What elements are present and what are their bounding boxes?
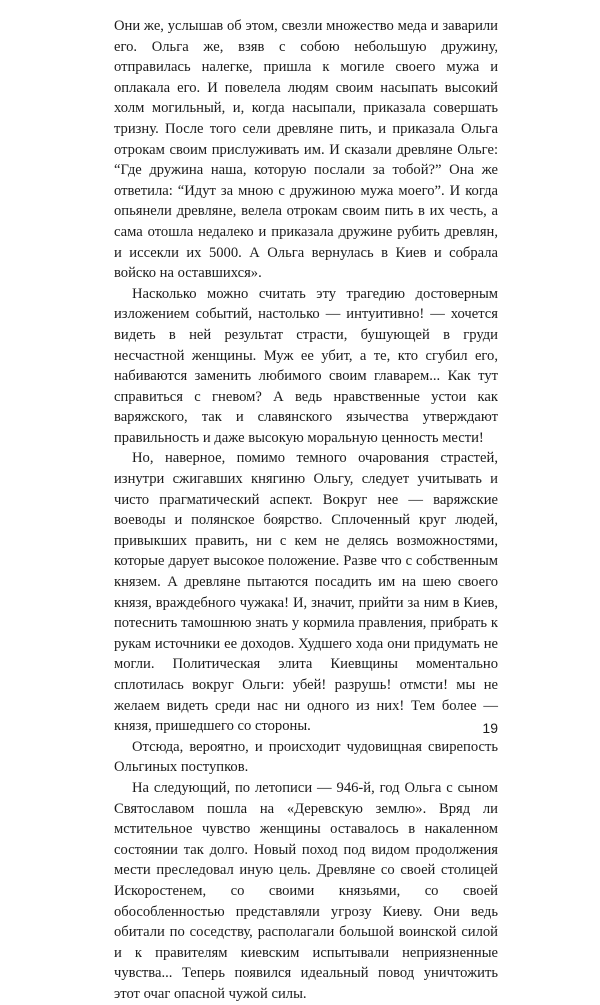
paragraph-5: На следующий, по летописи — 946-й, год Ольга с сыном Святославом пошла на «Деревскую землю». Вряд ли мстительное чувство женщины оставалось в накаленном состоянии так долго. Новый поход под видом продолжения мести преследовал иную цель. Древляне со своей столицей Искоростенем, со своими князьями, со своей обособленностью представляли угрозу Киеву. Они ведь обитали по соседству, располагали большой воинской силой и к правителям киевским испытывали неприязненные чувства... Теперь появился идеальный повод уничтожить этот очаг опасной чужой силы. [114,779,498,1002]
paragraph-1: Они же, услышав об этом, свезли множество меда и заварили его. Ольга же, взяв с собою небольшую дружину, отправилась налегке, пришла к могиле своего мужа и оплакала его. И повелела людям своим насыпать высокий холм могильный, и, когда насыпали, приказала совершать тризну. После того сели древляне пить, и приказала Ольга отрокам своим прислуживать им. И сказали древляне Ольге: “Где дружина наша, которую послали за тобой?” Она же ответила: “Идут за мною с дружиною мужа моего”. И когда опьянели древляне, велела отрокам своим пить в их честь, а сама отошла недалеко и приказала дружине рубить древлян, и иссекли их 5000. А Ольга вернулась в Киев и собрала войско на оставшихся». [114,18,498,282]
paragraph-4: Отсюда, вероятно, и происходит чудовищная свирепость Ольгиных поступков. [114,738,498,776]
body-text [114,16,498,1005]
page-number: 19 [482,720,498,736]
paragraph-3: Но, наверное, помимо темного очарования страстей, изнутри сжигавших княгиню Ольгу, следует учитывать и чисто прагматический аспект. Вокруг нее — варяжские воеводы и полянское боярство. Сплоченный круг людей, привыкших править, ни с кем не делясь возможностями, которые дарует высокое положение. Разве что с собственным князем. А древляне пытаются посадить им на шею своего князя, враждебного чужака! И, значит, прийти за ним в Киев, потеснить тамошнюю знать у кормила правления, прибрать к рукам источники ее доходов. Худшего хода они придумать не могли. Политическая элита Киевщины моментально сплотилась вокруг Ольги: убей! разрушь! отмсти! мы не желаем видеть среди нас ни одного из них! Тем более — князя, пришедшего со стороны. [114,450,498,735]
paragraph-2: Насколько можно считать эту трагедию достоверным изложением событий, настолько — интуитивно! — хочется видеть в ней результат страсти, бушующей в груди несчастной женщины. Муж ее убит, а те, кто сгубил его, набиваются заменить любимого своим главарем... Как тут справиться с гневом? А ведь нравственные устои как варяжского, так и славянского язычества утверждают правильность и даже высокую моральную ценность мести! [114,285,498,446]
